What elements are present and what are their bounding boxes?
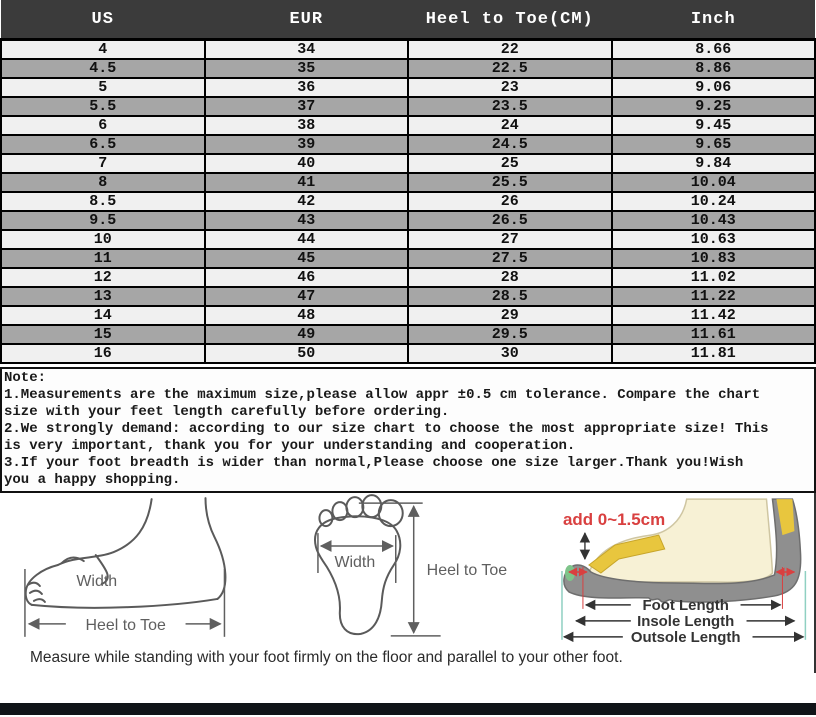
foot-side-outline	[26, 498, 226, 608]
table-cell: 11	[1, 249, 205, 268]
table-cell: 29.5	[408, 325, 612, 344]
table-cell: 5.5	[1, 97, 205, 116]
table-row	[1, 211, 815, 230]
note-title: Note:	[4, 370, 47, 386]
table-cell: 40	[205, 154, 409, 173]
measurement-diagrams	[0, 493, 816, 673]
table-cell: 22	[408, 40, 612, 60]
table-row	[1, 97, 815, 116]
table-cell: 24.5	[408, 135, 612, 154]
toe-tip-marker	[565, 565, 575, 581]
top-heel-to-toe-label: Heel to Toe	[426, 561, 508, 579]
table-cell: 38	[205, 116, 409, 135]
table-cell: 49	[205, 325, 409, 344]
table-cell: 9.06	[612, 78, 816, 97]
column-header-eur: EUR	[205, 0, 409, 40]
insole-length-label: Insole Length	[636, 612, 734, 630]
table-cell: 35	[205, 59, 409, 78]
table-cell: 6.5	[1, 135, 205, 154]
table-row	[1, 306, 815, 325]
table-header-row	[1, 0, 815, 40]
top-width-label: Width	[334, 554, 376, 572]
table-cell: 10	[1, 230, 205, 249]
table-cell: 25	[408, 154, 612, 173]
table-row	[1, 173, 815, 192]
table-cell: 9.84	[612, 154, 816, 173]
table-row	[1, 40, 815, 60]
table-cell: 27	[408, 230, 612, 249]
table-cell: 45	[205, 249, 409, 268]
table-cell: 11.81	[612, 344, 816, 363]
table-cell: 23.5	[408, 97, 612, 116]
measure-instruction: Measure while standing with your foot firmly on the floor and parallel to your other foot.	[30, 649, 623, 666]
table-row	[1, 154, 815, 173]
table-cell: 11.22	[612, 287, 816, 306]
table-cell: 10.43	[612, 211, 816, 230]
note-item-1: 1.Measurements are the maximum size,please allow appr ±0.5 cm tolerance. Compare the chart size with your feet length carefully before ordering.	[4, 387, 761, 420]
table-cell: 9.65	[612, 135, 816, 154]
table-cell: 15	[1, 325, 205, 344]
table-cell: 43	[205, 211, 409, 230]
table-cell: 10.24	[612, 192, 816, 211]
table-cell: 16	[1, 344, 205, 363]
table-cell: 26	[408, 192, 612, 211]
table-cell: 44	[205, 230, 409, 249]
table-cell: 48	[205, 306, 409, 325]
table-row	[1, 325, 815, 344]
side-heel-to-toe-label: Heel to Toe	[85, 616, 166, 634]
table-cell: 9.45	[612, 116, 816, 135]
table-cell: 36	[205, 78, 409, 97]
table-cell: 25.5	[408, 173, 612, 192]
table-cell: 30	[408, 344, 612, 363]
table-cell: 8.5	[1, 192, 205, 211]
table-cell: 11.42	[612, 306, 816, 325]
table-header	[1, 0, 815, 40]
table-cell: 10.83	[612, 249, 816, 268]
tolerance-label: add 0~1.5cm	[562, 510, 665, 530]
table-cell: 42	[205, 192, 409, 211]
table-cell: 8	[1, 173, 205, 192]
table-cell: 6	[1, 116, 205, 135]
table-cell: 8.66	[612, 40, 816, 60]
table-row	[1, 78, 815, 97]
shoe-cross-section-diagram	[555, 493, 814, 645]
table-cell: 4	[1, 40, 205, 60]
table-cell: 46	[205, 268, 409, 287]
table-row	[1, 249, 815, 268]
foot-side-view-diagram	[0, 493, 295, 645]
column-header-heel-to-toe: Heel to Toe(CM)	[408, 0, 612, 40]
footprint-top-view-diagram	[295, 493, 554, 645]
table-cell: 12	[1, 268, 205, 287]
foot-length-label: Foot Length	[642, 596, 729, 614]
table-cell: 26.5	[408, 211, 612, 230]
column-header-us: US	[1, 0, 205, 40]
note-item-3: 3.If your foot breadth is wider than normal,Please choose one size larger.Thank you!Wish you a happy shopping.	[4, 455, 744, 488]
table-row	[1, 59, 815, 78]
side-width-label: Width	[76, 572, 118, 590]
diagram-row	[0, 493, 814, 645]
table-cell: 41	[205, 173, 409, 192]
bottom-divider-bar	[0, 703, 816, 715]
table-cell: 37	[205, 97, 409, 116]
table-cell: 22.5	[408, 59, 612, 78]
table-row	[1, 230, 815, 249]
table-cell: 13	[1, 287, 205, 306]
table-row	[1, 135, 815, 154]
table-row	[1, 116, 815, 135]
column-header-inch: Inch	[612, 0, 816, 40]
table-cell: 8.86	[612, 59, 816, 78]
table-cell: 5	[1, 78, 205, 97]
table-cell: 23	[408, 78, 612, 97]
table-cell: 28.5	[408, 287, 612, 306]
table-row	[1, 287, 815, 306]
table-row	[1, 268, 815, 287]
table-cell: 11.61	[612, 325, 816, 344]
table-cell: 34	[205, 40, 409, 60]
table-cell: 27.5	[408, 249, 612, 268]
note-item-2: 2.We strongly demand: according to our size chart to choose the most appropriate size! This is very important, thank you for your understanding and cooperation.	[4, 421, 769, 454]
table-cell: 9.5	[1, 211, 205, 230]
table-cell: 50	[205, 344, 409, 363]
table-row	[1, 192, 815, 211]
table-cell: 10.63	[612, 230, 816, 249]
table-cell: 4.5	[1, 59, 205, 78]
table-cell: 39	[205, 135, 409, 154]
outsole-length-label: Outsole Length	[630, 628, 741, 645]
table-cell: 24	[408, 116, 612, 135]
table-cell: 47	[205, 287, 409, 306]
table-cell: 11.02	[612, 268, 816, 287]
table-cell: 7	[1, 154, 205, 173]
table-cell: 29	[408, 306, 612, 325]
table-cell: 28	[408, 268, 612, 287]
table-cell: 10.04	[612, 173, 816, 192]
table-cell: 9.25	[612, 97, 816, 116]
size-table-body	[1, 40, 815, 364]
table-cell: 14	[1, 306, 205, 325]
table-row	[1, 344, 815, 363]
note-box	[0, 367, 816, 493]
